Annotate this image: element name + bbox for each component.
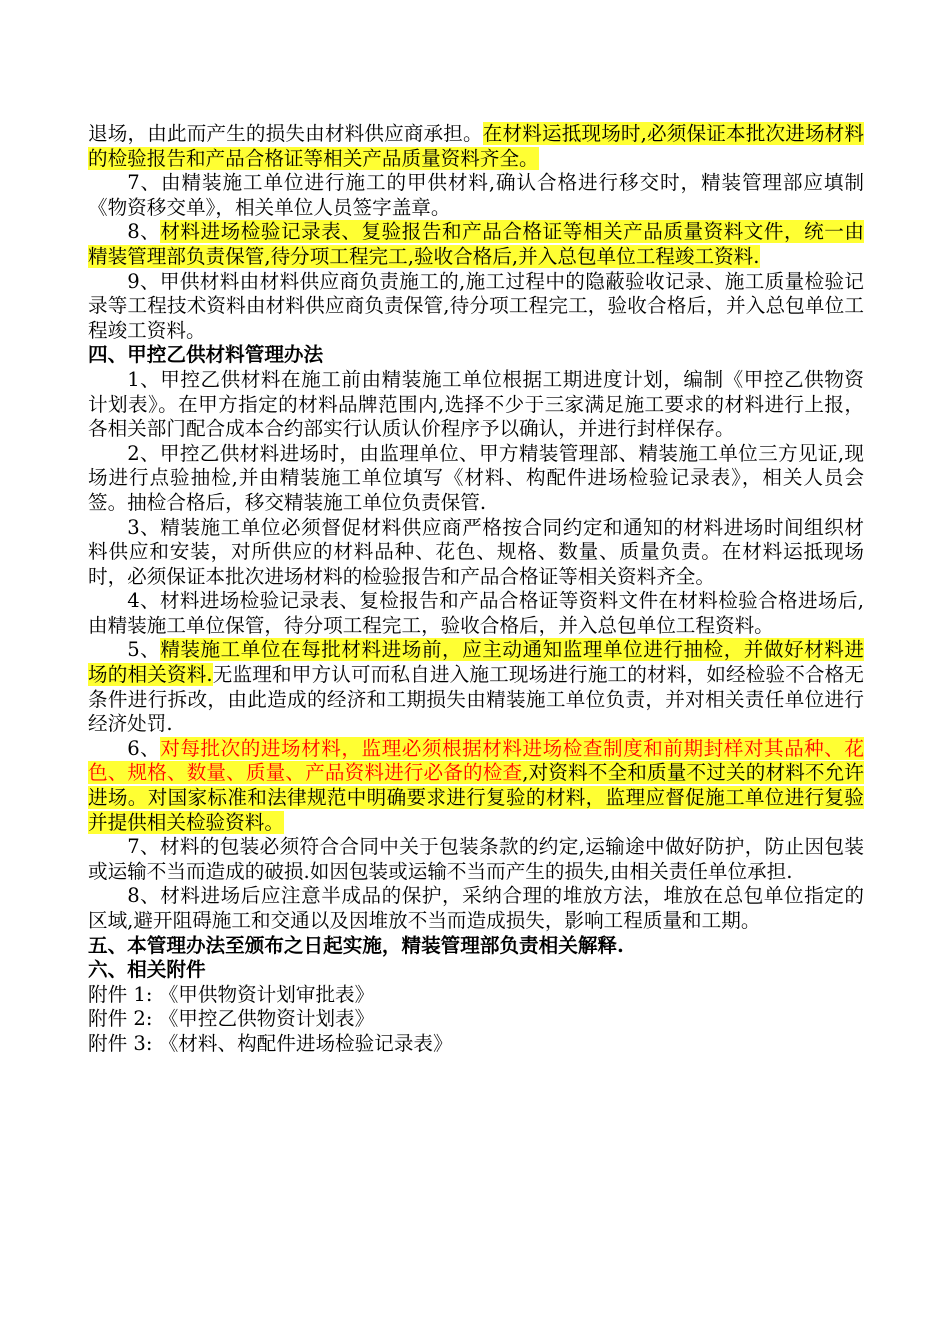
body-paragraph xyxy=(88,589,864,638)
body-paragraph xyxy=(88,516,864,590)
section-heading xyxy=(88,958,864,983)
body-paragraph xyxy=(88,884,864,933)
section-heading xyxy=(88,934,864,959)
body-paragraph xyxy=(88,983,864,1008)
text-segment: 附件 1: 《甲供物资计划审批表》 xyxy=(88,982,375,1006)
document-page xyxy=(88,122,864,1057)
text-segment: 无监理和甲方认可而私自进入施工现场进行施工的材料，如经检验不合格无条件进行拆改，由此造成的经济和工期损失由精装施工单位负责，并对相关责任单位进行经济处罚. xyxy=(88,663,864,736)
text-segment: 8、材料进场后应注意半成品的保护，采纳合理的堆放方法，堆放在总包单位指定的区域,避开阻碍施工和交通以及因堆放不当而造成损失，影响工程质量和工期。 xyxy=(88,884,864,932)
text-segment: 7、由精装施工单位进行施工的甲供材料,确认合格进行移交时，精装管理部应填制《物资移交单》，相关单位人员签字盖章。 xyxy=(88,171,864,219)
section-heading xyxy=(88,343,864,368)
text-segment: 4、材料进场检验记录表、复检报告和产品合格证等资料文件在材料检验合格进场后,由精装施工单位保管，待分项工程完工，验收合格后，并入总包单位工程资料。 xyxy=(88,589,864,637)
text-segment: 9、甲供材料由材料供应商负责施工的,施工过程中的隐蔽验收记录、施工质量检验记录等工程技术资料由材料供应商负责保管,待分项工程完工，验收合格后，并入总包单位工程竣工资料。 xyxy=(88,269,864,342)
text-segment: 8、 xyxy=(127,220,161,244)
body-paragraph xyxy=(88,638,864,736)
body-paragraph xyxy=(88,270,864,344)
text-segment: 四、甲控乙供材料管理办法 xyxy=(88,343,324,367)
body-paragraph xyxy=(88,1007,864,1032)
body-paragraph xyxy=(88,122,864,171)
text-segment: 2、甲控乙供材料进场时，由监理单位、甲方精装管理部、精装施工单位三方见证,现场进行点验抽检,并由精装施工单位填写《材料、构配件进场检验记录表》，相关人员会签。抽检合格后，移交精装施工单位负责保管. xyxy=(88,441,864,514)
body-paragraph xyxy=(88,368,864,442)
body-paragraph xyxy=(88,220,864,269)
text-segment: 附件 2: 《甲控乙供物资计划表》 xyxy=(88,1007,375,1031)
highlighted-text: ,对资料不全和质量不过关的材料不允许进场。对国家标准和法律规范中明确要求进行复验的材料，监理应督促施工单位进行复验并提供相关检验资料。 xyxy=(88,761,865,834)
highlighted-text: 监理必须根据材料进场检查制度和前期封样对其品种、花色、规格、数量、质量、产品资料进行必备的检查 xyxy=(88,736,865,785)
text-segment: 五、本管理办法至颁布之日起实施，精装管理部负责相关解释. xyxy=(88,933,624,957)
text-segment: 六、相关附件 xyxy=(88,958,206,982)
highlighted-text: 材料进场检验记录表、复验报告和产品合格证等相关产品质量资料文件，统一由精装管理部负责保管,待分项工程完工,验收合格后,并入总包单位工程竣工资料. xyxy=(88,220,865,268)
text-segment: 7、材料的包装必须符合合同中关于包装条款的约定,运输途中做好防护，防止因包装或运输不当而造成的破损.如因包装或运输不当而产生的损失,由相关责任单位承担. xyxy=(88,835,864,883)
highlighted-text: 对每批次的进场材料， xyxy=(160,736,362,760)
body-paragraph xyxy=(88,1032,864,1057)
text-segment: 1、甲控乙供材料在施工前由精装施工单位根据工期进度计划，编制《甲控乙供物资计划表》。在甲方指定的材料品牌范围内,选择不少于三家满足施工要求的材料进行上报，各相关部门配合成本合约部实行认质认价程序予以确认，并进行封样保存。 xyxy=(88,367,864,441)
text-segment: 5、 xyxy=(127,638,161,662)
text-segment: 附件 3: 《材料、构配件进场检验记录表》 xyxy=(88,1031,453,1055)
text-segment: 退场，由此而产生的损失由材料供应商承担。 xyxy=(88,122,483,145)
highlighted-text: 精装施工单位在每批材料进场前，应主动通知监理单位进行抽检，并做好材料进场的相关资料. xyxy=(88,638,865,687)
body-paragraph xyxy=(88,835,864,884)
text-segment: 6、 xyxy=(127,736,161,760)
body-paragraph xyxy=(88,737,864,835)
highlighted-text: 在材料运抵现场时,必须保证本批次进场材料的检验报告和产品合格证等相关产品质量资料齐全。 xyxy=(88,122,865,170)
text-segment: 3、精装施工单位必须督促材料供应商严格按合同约定和通知的材料进场时间组织材料供应和安装，对所供应的材料品种、花色、规格、数量、质量负责。在材料运抵现场时，必须保证本批次进场材料的检验报告和产品合格证等相关资料齐全。 xyxy=(88,515,864,588)
body-paragraph xyxy=(88,171,864,220)
body-paragraph xyxy=(88,442,864,516)
